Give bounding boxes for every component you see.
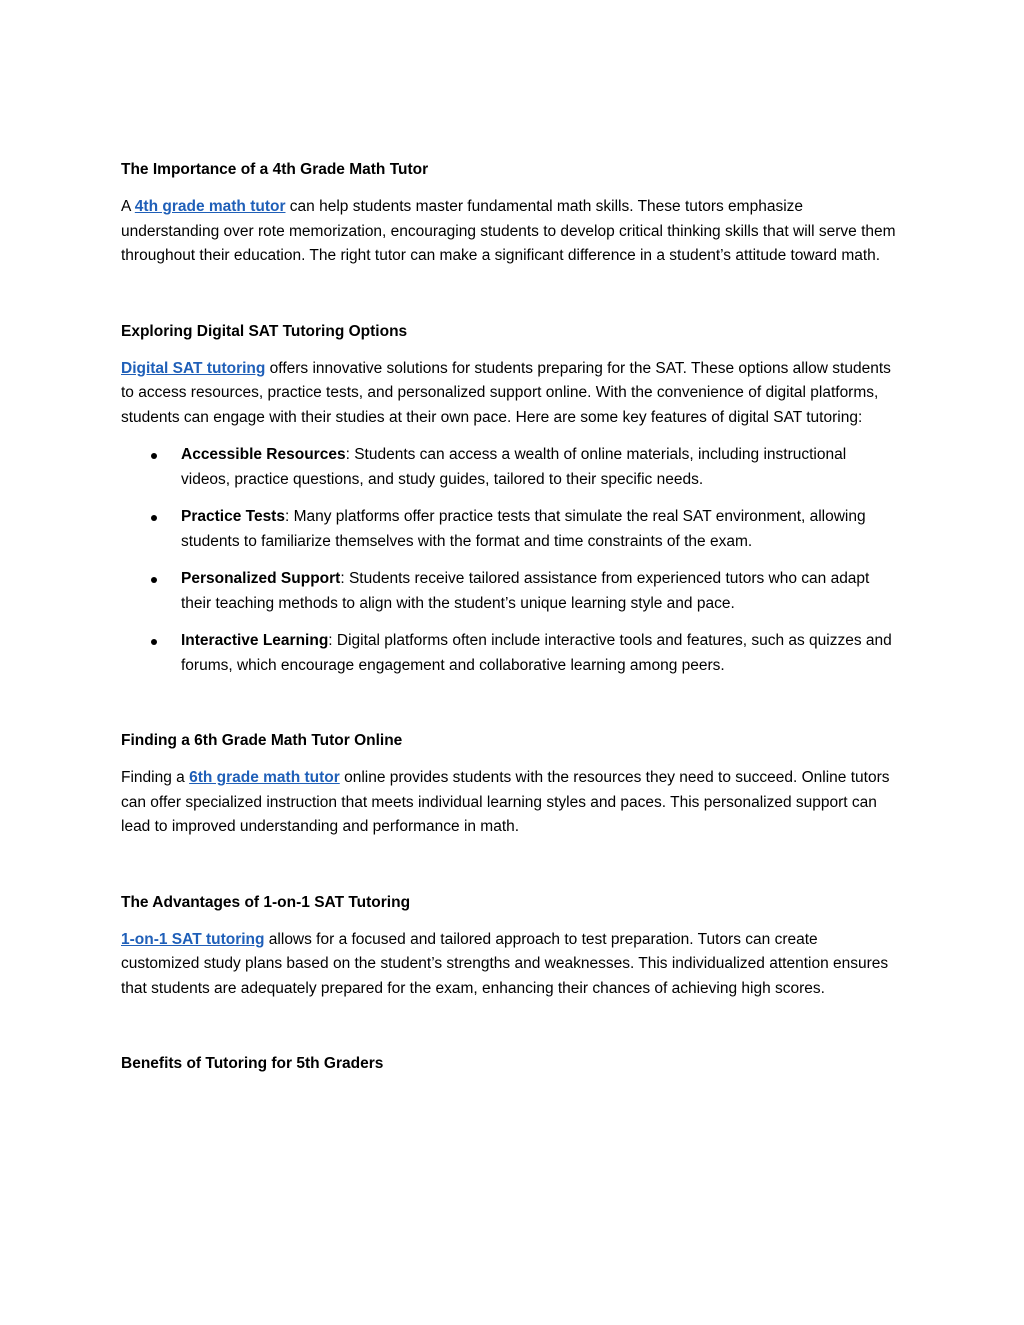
section-heading-4th-grade: The Importance of a 4th Grade Math Tutor bbox=[121, 161, 429, 178]
bullet-term: Practice Tests bbox=[181, 508, 285, 525]
list-item-practice-tests bbox=[121, 505, 896, 554]
section-heading-5th-graders: Benefits of Tutoring for 5th Graders bbox=[121, 1055, 384, 1072]
list-item-interactive-learning bbox=[121, 629, 896, 678]
bullet-text: : Many platforms offer practice tests that simulate the real SAT environment, allowing students to familiarize themselves with the format and time constraints of the exam. bbox=[181, 508, 866, 550]
section-paragraph-4th-grade bbox=[121, 195, 896, 269]
section-paragraph-6th-grade bbox=[121, 766, 896, 840]
bullet-text: : Digital platforms often include interactive tools and features, such as quizzes and forums, which encourage engagement and collaborative learning among peers. bbox=[181, 632, 892, 674]
document-page bbox=[121, 158, 896, 1076]
section-paragraph-digital-sat bbox=[121, 357, 896, 431]
paragraph-text: online provides students with the resources they need to succeed. Online tutors can offer specialized instruction that meets individual learning styles and paces. This personalized support can lead to improved understanding and performance in math. bbox=[121, 769, 890, 835]
link-1on1-sat-tutoring[interactable]: 1-on-1 SAT tutoring bbox=[121, 930, 265, 948]
paragraph-text: offers innovative solutions for students preparing for the SAT. These options allow students to access resources, practice tests, and personalized support online. With the convenience of digital platforms, students can engage with their studies at their own pace. Here are some key features of digital SAT tutoring: bbox=[121, 359, 891, 426]
bullet-icon bbox=[151, 453, 157, 459]
bullet-icon bbox=[151, 577, 157, 583]
bullet-term: Accessible Resources bbox=[181, 446, 346, 463]
link-digital-sat-tutoring[interactable]: Digital SAT tutoring bbox=[121, 359, 266, 377]
feature-list bbox=[121, 443, 896, 678]
bullet-text: : Students receive tailored assistance from experienced tutors who can adapt their teaching methods to align with the student’s unique learning style and pace. bbox=[181, 570, 870, 612]
list-item-personalized-support bbox=[121, 567, 896, 616]
paragraph-text: A bbox=[121, 198, 135, 215]
section-heading-digital-sat: Exploring Digital SAT Tutoring Options bbox=[121, 322, 408, 340]
bullet-icon bbox=[151, 639, 157, 645]
bullet-term: Interactive Learning bbox=[181, 632, 329, 649]
paragraph-text: can help students master fundamental math skills. These tutors emphasize understanding over rote memorization, encouraging students to develop critical thinking skills that will serve them throughout their education. The right tutor can make a significant difference in a student’s attitude toward math. bbox=[121, 198, 896, 264]
section-paragraph-1on1-sat bbox=[121, 928, 896, 1002]
section-heading-6th-grade: Finding a 6th Grade Math Tutor Online bbox=[121, 732, 403, 749]
link-4th-grade-math-tutor[interactable]: 4th grade math tutor bbox=[134, 198, 286, 215]
bullet-term: Personalized Support bbox=[181, 570, 341, 587]
section-heading-1on1-sat: The Advantages of 1-on-1 SAT Tutoring bbox=[121, 893, 411, 911]
bullet-icon bbox=[151, 515, 157, 521]
paragraph-text: Finding a bbox=[121, 769, 190, 786]
paragraph-text: allows for a focused and tailored approach to test preparation. Tutors can create customized study plans based on the student’s strengths and weaknesses. This individualized attention ensures that students are adequately prepared for the exam, enhancing their chances of achieving high scores. bbox=[121, 930, 889, 997]
link-6th-grade-math-tutor[interactable]: 6th grade math tutor bbox=[189, 769, 340, 786]
list-item-accessible-resources bbox=[121, 443, 896, 492]
bullet-text: : Students can access a wealth of online materials, including instructional videos, practice questions, and study guides, tailored to their specific needs. bbox=[181, 446, 847, 488]
